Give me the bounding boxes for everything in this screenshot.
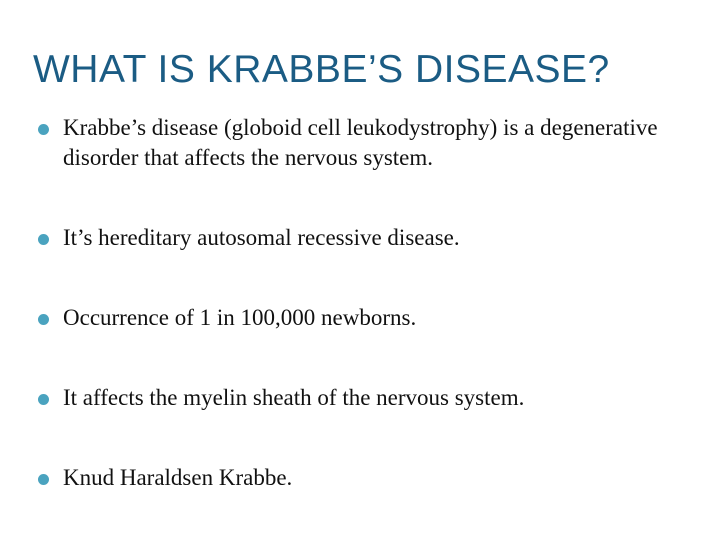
bullet-item (36, 383, 706, 413)
bullet-text: Knud Haraldsen Krabbe. (63, 465, 293, 490)
bullet-list (36, 113, 706, 493)
bullet-dot-icon (38, 124, 49, 135)
bullet-item (36, 303, 706, 333)
bullet-dot-icon (38, 474, 49, 485)
bullet-text: It’s hereditary autosomal recessive disease. (63, 225, 460, 250)
slide-title: WHAT IS KRABBE’S DISEASE? (33, 48, 610, 91)
bullet-text: Krabbe’s disease (globoid cell leukodystrophy) is a degenerative disorder that affects the nervous system. (63, 115, 658, 170)
bullet-item (36, 463, 706, 493)
bullet-text: Occurrence of 1 in 100,000 newborns. (63, 305, 417, 330)
bullet-text: It affects the myelin sheath of the nervous system. (63, 385, 525, 410)
bullet-item (36, 113, 706, 173)
bullet-dot-icon (38, 234, 49, 245)
bullet-item (36, 223, 706, 253)
bullet-dot-icon (38, 394, 49, 405)
bullet-dot-icon (38, 314, 49, 325)
